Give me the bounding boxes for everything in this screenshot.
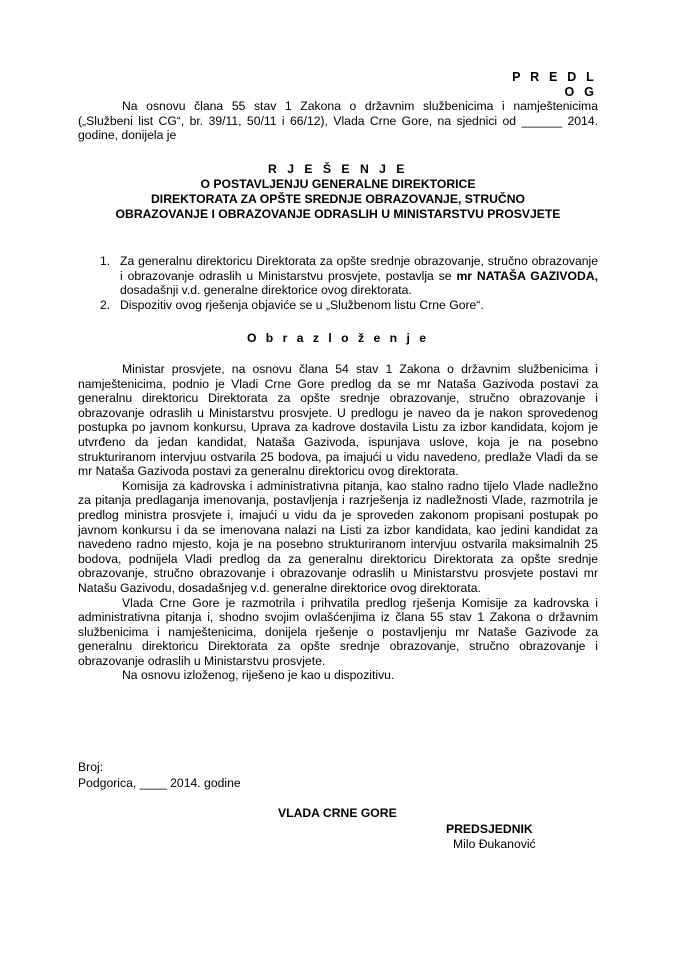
obrazlozenje-heading: O b r a z l o ž e n j e <box>246 331 430 345</box>
paragraph-1: Ministar prosvjete, na osnovu člana 54 stav 1 Zakona o državnim službenicima i namještenicima, podnio je Vladi Crne Gore predlog da se mr Nataša Gazivoda postavi za generalnu direktoricu Direktorata za opšte srednje obrazovanje, stručno obrazovanje i obrazovanje odraslih u Ministarstvu prosvjete. U predlogu je naveo da je nakon sprovedenog postupka po javnom konkursu, Uprava za kadrove dostavila Listu za izbor kandidata, kojom je utvrđeno da jedan kandidat, Nataša Gazivoda, ispunjava uslove, koja je na posebno strukturiranom intervjuu ostvarila 25 bodova, pa imajući u vidu navedeno, predlaže Vladi da se mr Nataša Gazivoda postavi za generalnu direktoricu ovog direktorata. <box>78 362 598 479</box>
predlog-label: P R E D L O G <box>512 70 597 99</box>
obrazlozenje-body <box>78 362 598 683</box>
paragraph-4: Na osnovu izloženog, riješeno je kao u dispozitivu. <box>122 668 395 683</box>
item-number: 2. <box>100 297 111 312</box>
president-title: PREDSJEDNIK <box>446 822 533 836</box>
dispositive-item-2 <box>78 298 598 313</box>
paragraph-2: Komisija za kadrovska i administrativna pitanja, kao stalno radno tijelo Vlade nadležno za pitanja predlaganja imenovanja, postavljenja i razrješenja iz nadležnosti Vlade, razmotrila je predlog ministra prosvjete i, imajući u vidu da je sproveden zakonom propisani postupak po javnom konkursu i da se imenovana nalazi na Listi za izbor kandidata, kao jedini kandidat za navedeno radno mjesto, koja je na posebno strukturiranom intervjuu ostvarila maksimalnih 25 bodova, podnijela Vladi predlog da za generalnu direktoricu Direktorata za opšte srednje obrazovanje, stručno obrazovanje i obrazovanje odraslih u Ministarstvu prosvjete postavi mr Natašu Gazivodu, dosadašnjeg v.d. generalne direktorice ovog direktorata. <box>78 478 598 595</box>
title-line-3: DIREKTORATA ZA OPŠTE SREDNJE OBRAZOVANJE, STRUČNO <box>151 192 525 206</box>
item-text-b: dosadašnji v.d. generalne direktorice ovog direktorata. <box>120 283 412 298</box>
item-text-a: Za generalnu direktoricu Direktorata za opšte srednje obrazovanje, stručno obrazovanje i obrazovanje odraslih u Ministarstvu prosvjete, postavlja se <box>120 254 598 283</box>
place-date: Podgorica, ____ 2014. godine <box>78 776 241 790</box>
item-number: 1. <box>100 254 111 268</box>
intro-paragraph <box>78 99 598 143</box>
title-line-2: O POSTAVLJENJU GENERALNE DIREKTORICE <box>200 177 476 191</box>
paragraph-3: Vlada Crne Gore je razmotrila i prihvatila predlog rješenja Komisije za kadrovska i administrativna pitanja i, shodno svojim ovlašćenjima iz člana 55 stav 1 Zakona o državnim službenicima i namještenicima, donijela rješenje o postavljenju mr Nataše Gazivode za generalnu direktoricu Direktorata za opšte srednje obrazovanje, stručno obrazovanje i obrazovanje odraslih u Ministarstvu prosvjete. <box>78 595 598 668</box>
government-name: VLADA CRNE GORE <box>278 806 397 820</box>
title-rjesenje: R J E Š E N J E <box>268 162 408 176</box>
title-line-4: OBRAZOVANJE I OBRAZOVANJE ODRASLIH U MINISTARSTVU PROSVJETE <box>115 207 561 221</box>
dispositive-item-1 <box>78 254 598 298</box>
item-text: Dispozitiv ovog rješenja objaviće se u „Službenom listu Crne Gore“. <box>120 297 484 312</box>
president-name: Milo Đukanović <box>453 837 536 851</box>
appointee-name: mr NATAŠA GAZIVODA, <box>456 268 599 283</box>
dispositive-list <box>78 254 598 312</box>
intro-text: Na osnovu člana 55 stav 1 Zakona o državnim službenicima i namještenicima („Službeni list CG“, br. 39/11, 50/11 i 66/12), Vlada Crne Gore, na sjednici od ______ 2014. godine, donijela je <box>78 99 598 143</box>
broj-label: Broj: <box>78 760 104 774</box>
document-title <box>78 162 598 222</box>
